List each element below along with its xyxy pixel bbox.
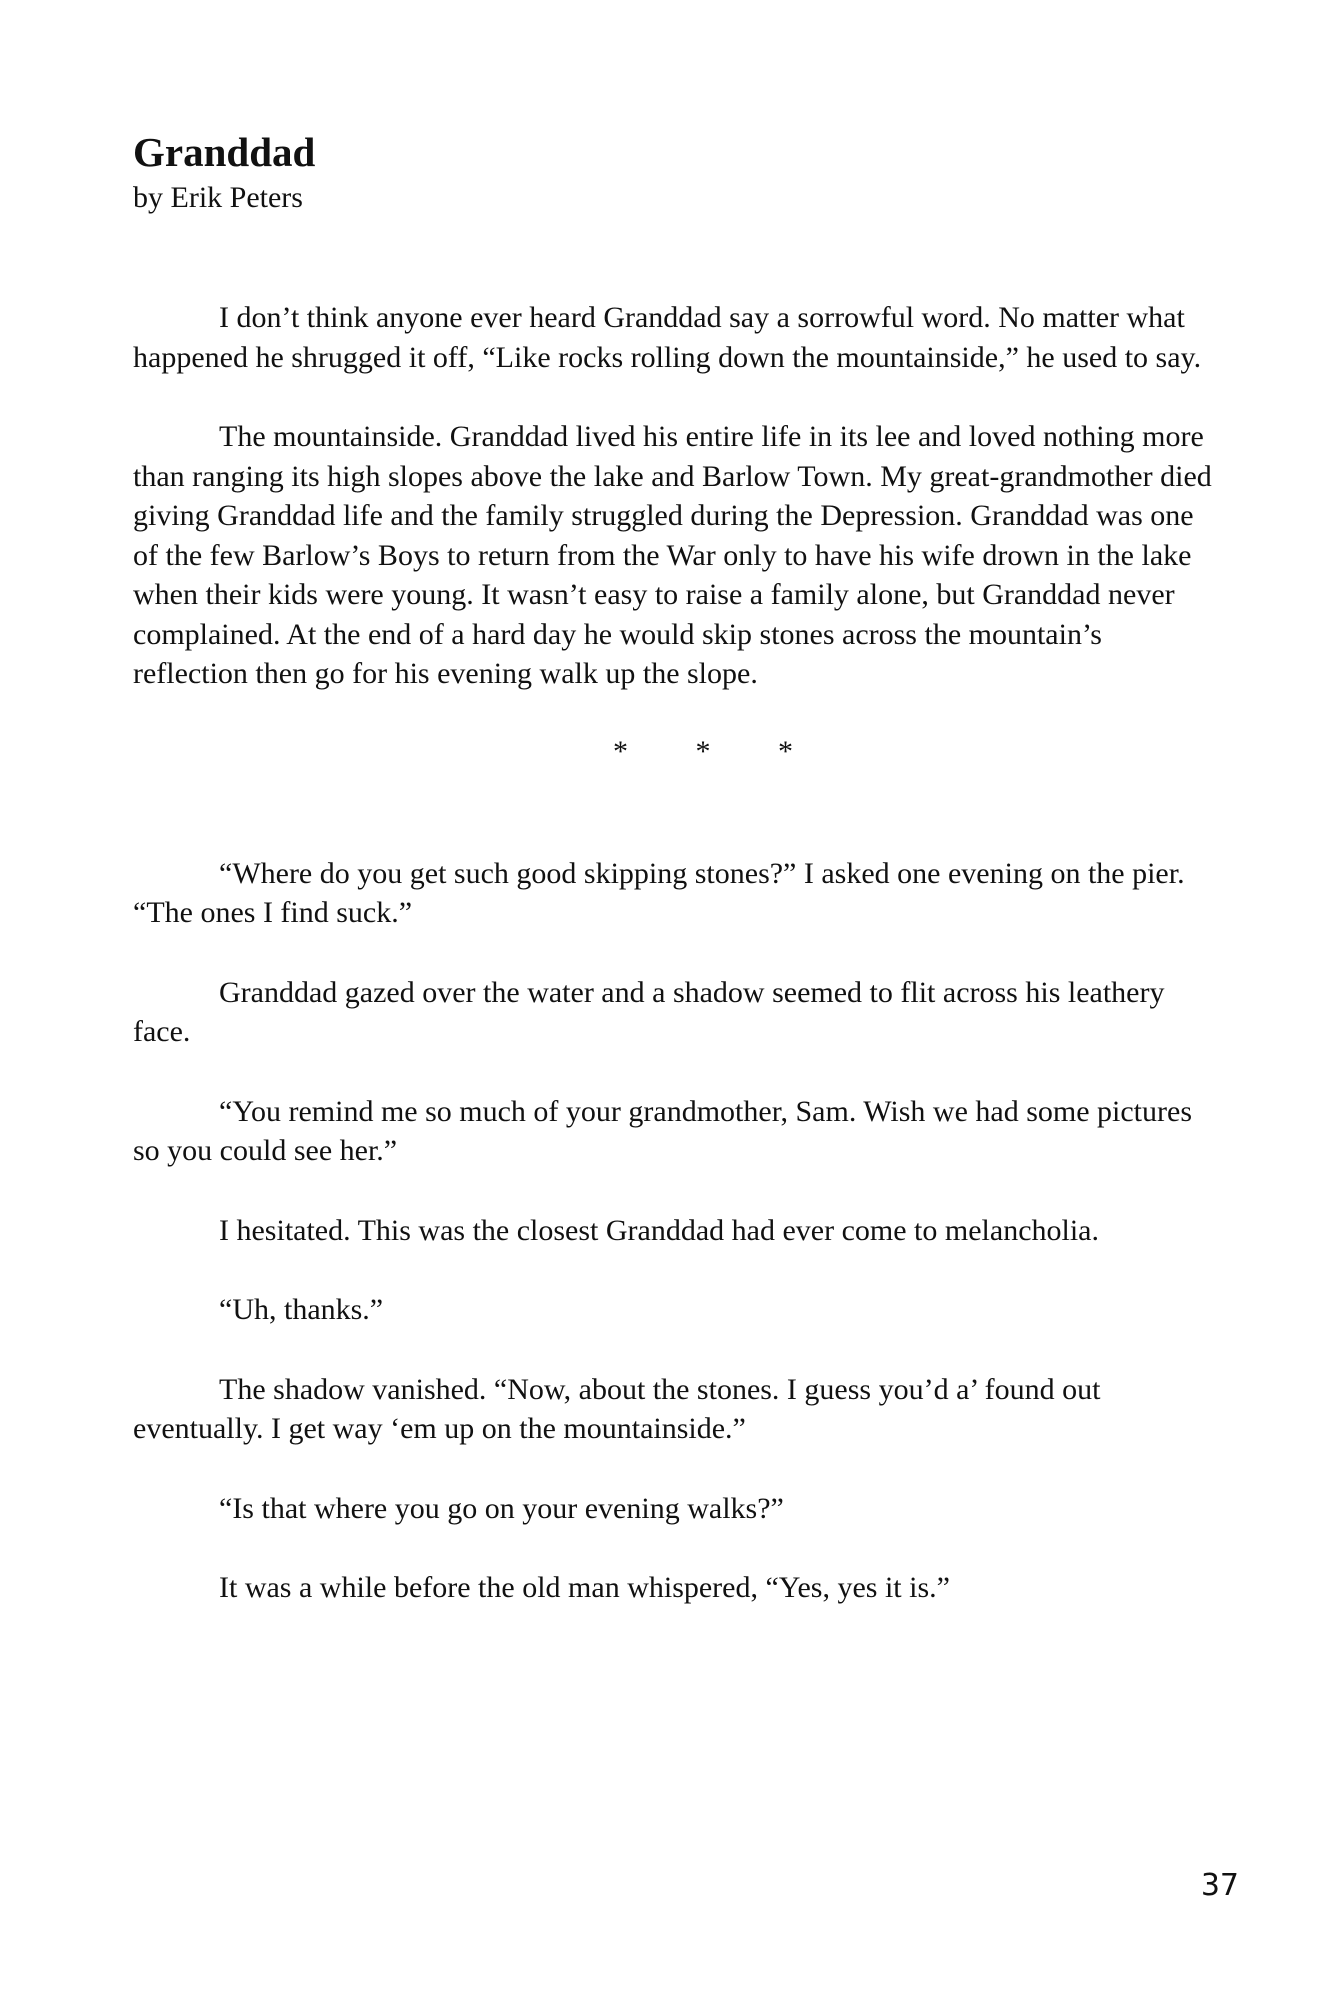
story-title: Granddad xyxy=(133,129,316,175)
paragraph-2: The mountainside. Granddad lived his entire life in its lee and loved nothing more than ranging its high slopes above the lake and Barlow Town. My great-grandmother died giving Granddad life and the family struggled during the Depression. Granddad was one of the few Barlow’s Boys to return from the War only to have his wife drown in the lake when their kids were young. It wasn’t easy to raise a family alone, but Granddad never complained. At the end of a hard day he would skip stones across the mountain’s reflection then go for his evening walk up the slope. xyxy=(133,420,1212,690)
paragraph-5: “You remind me so much of your grandmother, Sam. Wish we had some pictures so you could see her.” xyxy=(133,1094,1192,1167)
story-body xyxy=(133,298,1213,1608)
paragraph-9: “Is that where you go on your evening walks?” xyxy=(219,1491,784,1525)
paragraph-8: The shadow vanished. “Now, about the stones. I guess you’d a’ found out eventually. I get way ‘em up on the mountainside.” xyxy=(133,1372,1101,1445)
paragraph-3: “Where do you get such good skipping stones?” I asked one evening on the pier. “The ones I find suck.” xyxy=(133,856,1185,929)
paragraph-10: It was a while before the old man whispered, “Yes, yes it is.” xyxy=(219,1571,950,1604)
paragraph-7: “Uh, thanks.” xyxy=(219,1293,384,1326)
paragraph-6: I hesitated. This was the closest Granddad had ever come to melancholia. xyxy=(219,1213,1099,1247)
page-number: 37 xyxy=(1200,1868,1239,1903)
paragraph-1: I don’t think anyone ever heard Granddad say a sorrowful word. No matter what happened he shrugged it off, “Like rocks rolling down the mountainside,” he used to say. xyxy=(133,301,1202,374)
story-byline: by Erik Peters xyxy=(133,181,303,214)
paragraph-4: Granddad gazed over the water and a shadow seemed to flit across his leathery face. xyxy=(133,975,1165,1048)
scene-break: * * * xyxy=(613,734,793,768)
page-content xyxy=(133,128,1213,1648)
